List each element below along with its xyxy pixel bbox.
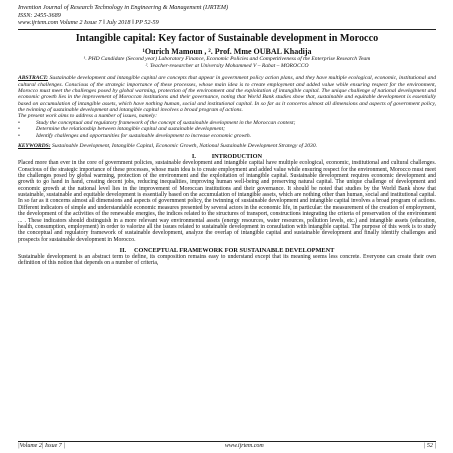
abstract-label: ABSTRACT: <box>18 75 49 82</box>
footer-page-number: | 52 | <box>423 443 436 449</box>
paper-authors: ¹Ourich Mamoun , ². Prof. Mme OUBAL Khadija <box>142 47 312 57</box>
goals-intro: The present work aims to address a number of issues, namely: <box>18 113 157 120</box>
section-body-introduction: Placed more than ever in the core of government policies, sustainable development and intangible capital have multiple ecological, economic, institutional and cultural challenges. Conscious of the strategic importance of these processes, whose main idea is to create employment and added value while ensuring respect for the environment, Morocco must meet the challenges posed by global warming, protection of the environment and the exploitation of intangible capital. Sustainable development requires economic development and growth to go hand in hand, creating decent jobs, reducing inequalities, improving human well-being and preserving natural capital. The unique challenge of development and economic growth at the national level lies in the improvement of Moroccan institutions and their governance. It should be noted that studies by the World Bank show that sustainable, sustainable and equitable development is essentially based on the accumulation of intangible assets, which are nothing other than human, social and institutional capital. In so far as it concerns almost all dimensions and aspects of government policy, the twinning of sustainable development and intangible capital involves a broad program of actions. Different indicators of simple and understandable economic measures presented by several actors in the economic life, in particular: the measurement of the creation of employment, the development of the activities of the renewable energies, the indices related to the structures of transport, constructions integrating the criteria of preservation of the environment ... . These indicators should distinguish in a more relevant way environmental assets (energy resources, water resources, pollution levels, etc.) and intangible assets (education, health, consumption, employment) in order to valorize all the issues related to sustainable development in consultation with intangible capital. The purpose of this work is to study the conceptual and regulatory framework of sustainable development, analyze the overlap of intangible capital and sustainable development and finally identify challenges and prospects for sustainable development in Morocco. <box>18 160 436 243</box>
abstract-text: Sustainable development and intangible capital are concepts that appear in government policy action plans, and they have multiple ecological, economic, institutional and cultural challenges. Conscious of the strategic importance of these processes, whose main idea is to create employment and added value while ensuring respect for the environment, Morocco must meet the challenges posed by global warming, protection of the environment and the exploitation of intangible capital. The unique challenge of national development and economic growth lies in the improvement of Moroccan institutions and their governance, noting that World Bank studies show that, sustainable and equitable development is essentially based on accumulation of intangible assets, which have nothing human, social and institutional capital. In so far as it concerns almost all dimensions and aspects of government policy, the twinning of sustainable development and intangible capital involves a broad program of actions. <box>18 75 436 114</box>
section-body-framework: Sustainable development is an abstract term to define, its composition remains easy to understand except that its meaning seems less concrete. Everyone can create their own definition of this notion that depends on a number of criteria, <box>18 254 436 267</box>
goal-item: • Study the conceptual and regulatory framework of the concept of sustainable development in the Moroccan context; <box>18 120 436 126</box>
paper-page <box>18 4 436 267</box>
paper-title: Intangible capital: Key factor of Sustainable development in Morocco <box>75 32 379 44</box>
journal-name: Invention Journal of Research Technology in Engineering & Management (IJRTEM) <box>18 4 229 11</box>
keywords <box>18 143 436 149</box>
page-footer <box>18 441 436 450</box>
section-heading-framework: II. CONCEPTUAL FRAMEWORK FOR SUSTAINABLE DEVELOPMENT <box>119 246 335 254</box>
header-divider <box>18 29 436 30</box>
keywords-text: Sustainable Development, Intangible Capital, Economic Growth, National Sustainable Development Strategy of 2030. <box>50 142 318 149</box>
affiliation-2: ². Teacher-researcher at University Mohammed V – Rabat – MOROCCO <box>145 62 309 69</box>
keywords-label: KEYWORDS: <box>18 142 51 149</box>
journal-header <box>18 4 436 27</box>
goals-list <box>18 120 436 139</box>
footer-website: www.ijrtem.com <box>224 443 264 449</box>
section-heading-introduction: I. INTRODUCTION <box>191 153 263 161</box>
footer-volume: |Volume 2| Issue 7 | <box>18 443 65 449</box>
goal-item: • Identify challenges and opportunities for sustainable development to increase economic growth. <box>18 133 436 139</box>
abstract <box>18 75 436 113</box>
goal-item: • Determine the relationship between intangible capital and sustainable development; <box>18 126 436 132</box>
affiliation-1: ¹. PHD Candidate (Second year) Laboratory Finance, Economic Policies and Competitiveness of the Enterprise Research Team <box>83 56 371 63</box>
journal-volume: www.ijrtem.com Volume 2 Issue 7 ǁ July 2018 ǁ PP 52-59 <box>18 19 159 27</box>
journal-issn: ISSN: 2455-3689 <box>18 11 61 19</box>
